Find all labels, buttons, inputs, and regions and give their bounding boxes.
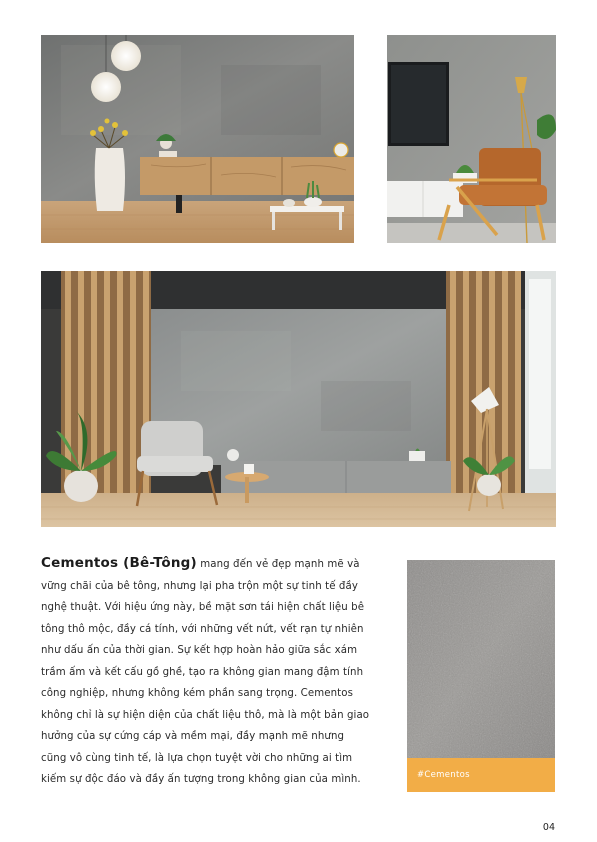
texture-swatch-card — [407, 560, 555, 792]
description-paragraph — [41, 553, 371, 791]
description-lead: Cementos (Bê-Tông) — [41, 555, 197, 571]
photo-living-room — [41, 271, 556, 527]
photo-armchair-corner — [387, 35, 556, 243]
photo-tv-cabinet — [41, 35, 354, 243]
page-number: 04 — [542, 822, 555, 833]
swatch-tag: #Cementos — [407, 758, 555, 792]
concrete-texture-sample — [407, 560, 555, 758]
description-text: mang đến vẻ đẹp mạnh mẽ và vững chãi của bê tông, nhưng lại pha trộn một sự tinh tế đầy nghệ thuật. Với hiệu ứng này, bề mặt sơn tái hiện chất liệu bê tông thô mộc, đầy cá tính, với những vết nứt, vết rạn tự nhiên như dấu ấn của thời gian. Sự kết hợp hoàn hảo giữa sắc xám trầm ấm và kết cấu gồ ghề, tạo ra không gian mang đậm tính công nghiệp, nhưng không kém phần sang trọng. Cementos không chỉ là sự hiện diện của chất liệu thô, mà là một bản giao hưởng của sự cứng cáp và mềm mại, đầy mạnh mẽ nhưng cũng vô cùng tinh tế, là lựa chọn tuyệt vời cho những ai tìm kiếm sự độc đáo và đầy ấn tượng trong không gian của mình. — [41, 559, 370, 785]
